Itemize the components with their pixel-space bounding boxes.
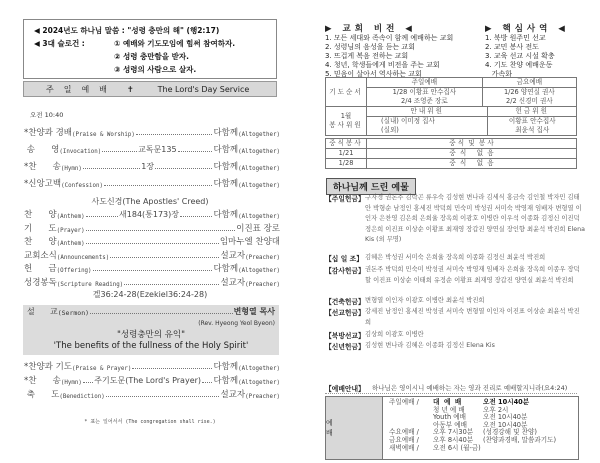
sermon-row [27,306,275,317]
worship-time: 오전 10시40분 [483,413,528,422]
offering-group [325,341,585,352]
ministry-item: 3. 교육 선교 시설 확충 [485,52,555,60]
vision-item: 2. 성령님의 음성을 듣는 교회 [325,43,415,51]
worship-type [389,407,433,415]
ministry-item: 1. 북방 원주민 선교 [485,34,546,42]
sermon-box [23,305,279,355]
offering-donors: 김성현 변나라 김혜은 이종화 김정신 Elena Kis [365,342,495,349]
order-item-leader-english: (Preacher) [245,254,280,261]
month-label: 1월 [340,112,352,120]
worship-time: 오전 10시40분 [483,420,528,429]
sunday-prayer: 1/28 이황표 안수집사 [367,88,483,98]
slogan-1: ① 예배와 기도모임에 힘써 참여하자. [114,39,236,48]
order-item-leader: 다함께 [213,145,239,155]
offering-type: 【선교헌금】 [325,309,365,317]
worship-time: (성경강해 및 찬양) [483,428,537,437]
offering-donors: 김상희 이광호 이병란 [365,331,424,338]
order-item-leader: 다함께 [213,162,239,172]
offering-group [325,330,585,341]
order-item-leader-english: (Altogether) [238,380,280,386]
worship-time: (찬양과경배, 말씀과기도) [483,435,557,444]
col-lunch-desc: 중 식 및 봉 사 [367,139,577,149]
order-item-name: *찬양과 기도 [24,362,73,372]
order-item-detail: 새184(통173)장 [119,210,179,219]
offering-group [325,296,585,307]
offering-donors: 권돈주 박덕희 민숙미 박성권 서미숙 박영재 임배자 은희율 장옥희 이종우 장덕할 이진표 이상순 이태희 유정순 이황표 최재영 장갑진 양연실 최윤석 박진희 [365,266,580,284]
order-row [24,126,280,138]
leader-dots [202,382,212,383]
service-title-bar [23,81,277,97]
leader-dots [136,134,213,135]
order-item-detail: 주기도문(The Lord's Prayer) [94,376,202,385]
lunch-date: 1/28 [326,159,367,169]
leader-dots [86,216,118,217]
worship-type: 새벽예배 / [389,443,419,452]
sunday-prayer: 2/4 조영준 장로 [367,97,483,107]
order-item-detail: 1장 [141,162,155,171]
order-item-leader: 설교자 [220,390,246,400]
preacher-name-en: (Rev. Hyeong Yeol Byeon) [198,320,275,327]
friday-prayer: 1/26 양연실 권사 [482,88,576,98]
service-time: 오전 10:40 [30,111,64,119]
leader-dots [86,230,236,231]
col-sunday-worship: 주일예배 [367,78,483,88]
order-row [24,249,280,261]
col-offering: 헌금위원 [488,107,577,117]
order-item-leader-english: (Preacher) [245,281,280,288]
worship-schedule-lines [383,397,578,459]
ministry-item: 4. 기도 찬양 예배운동 [485,61,553,69]
volunteer-table [325,106,577,136]
slogan-2: ② 성령 충만함을 받자. [114,52,189,61]
order-item-leader-english: (Altogether) [238,149,281,155]
offering-group [325,193,585,246]
leader-dots [178,151,213,152]
order-row [24,276,280,288]
order-row [24,222,280,234]
volunteer-label-text: 봉사위원 [329,121,363,129]
volunteer-label [326,107,367,136]
leader-dots [83,168,140,169]
order-item-english: (Praise & Prayer) [72,366,132,372]
offering-group [325,307,585,328]
order-item-english: (Anthem) [56,241,85,247]
order-item-name: 교회소식 [24,250,57,261]
standing-footnote: * 표는 일어서서 (The congregation shall rise.) [84,419,216,425]
lunch-date: 1/21 [326,149,367,159]
worship-name: 청 년 예 배 [433,405,465,414]
offering-donors: 김혜은 박성권 서미숙 은희율 장옥희 이종화 김정신 최윤석 박진희 [365,254,546,261]
vision-item: 4. 청년, 학생들에게 비전을 주는 교회 [325,61,440,69]
order-item-leader: 다함께 [213,128,239,138]
worship-schedule-row [389,445,572,453]
motto-box [23,19,277,79]
worship-name: 오전 6시 (월-금) [433,443,481,452]
vision-item: 5. 믿음이 살아서 역사하는 교회 [325,70,422,78]
order-item-leader: 다함께 [213,362,239,372]
leader-dots [102,151,137,152]
order-row [24,177,280,189]
order-item-english: (Announcements) [56,254,110,261]
col-lunch-date: 중식봉사 [326,139,367,149]
worship-name: 오후 7시30분 [433,428,474,437]
worship-type [389,414,433,422]
sermon-label-en: (Sermon) [57,309,90,317]
order-item-leader: 다함께 [213,264,239,274]
order-item-name: 축 도 [24,390,60,400]
order-item-leader: 다함께 [213,376,239,386]
worship-schedule-row [389,414,572,422]
vision-item: 1. 모든 세대와 족속이 함께 예배하는 교회 [325,34,454,42]
order-item-leader: 이진표 장로 [236,223,280,234]
order-item-english: (Offering) [56,268,92,274]
leader-dots [83,382,93,383]
leader-dots [110,257,219,258]
order-item-leader: 다함께 [213,179,239,189]
offering-group [325,253,585,264]
leader-dots [180,216,212,217]
worship-name: Youth 예배 [433,413,466,422]
order-item-name: 기 도 [24,223,57,234]
friday-prayer: 2/2 신경미 권사 [482,97,576,107]
leader-dots [155,168,212,169]
worship-schedule-row [389,399,572,407]
worship-schedule-label: 예 배 [326,397,383,459]
ministry-item: 2. 교민 봉사 전도 [485,43,539,51]
order-item-english: (Benediction) [59,394,105,400]
order-row [24,388,280,400]
order-item-leader-english: (Altogether) [238,268,280,274]
order-item-leader: 임마누엘 찬양대 [219,237,280,247]
worship-time: 오전 10시40분 [483,398,530,406]
order-item-english: (Anthem) [56,214,85,220]
order-item-leader-english: (Altogether) [238,214,280,220]
slogan-label: ◀ 3대 슬로건 : [34,39,85,48]
ministry-title: ▶ 핵심사역 ◀ [485,24,569,34]
worship-time: 오후 2시 [483,405,509,414]
prayer-order-label: 기도순서 [326,78,367,107]
order-row [24,360,280,372]
service-title-korean: 주일예배 [46,84,117,94]
offering-donors: 강세진 남정인 홍세진 박성권 서미숙 변형열 이인자 이진표 이상순 최윤석 박진희 [365,308,580,326]
order-row [24,374,280,386]
scripture-reference: 겔36:24-28(Ezekiel36:24-28) [92,290,208,299]
order-item-leader-english: (Altogether) [238,166,281,172]
order-item-name: 성경봉독 [24,277,57,288]
offering-donors: 변형열 이인자 이광호 이병란 최윤석 박진희 [365,297,485,304]
order-row [24,235,280,247]
ministry-item: 가속화 [485,70,512,78]
leader-dots [124,284,219,285]
order-item-leader-english: (Altogether) [238,132,280,138]
worship-type: 주일예배 / [389,398,419,406]
sermon-title-english: 'The benefits of the fullness of the Holy Spirit' [53,341,249,351]
worship-name: 대 예 배 [433,398,462,406]
lunch-table [325,138,577,169]
order-item-leader-english: (Altogether) [238,183,280,189]
offering-type: 【주일헌금】 [325,195,365,203]
order-item-name: 헌 금 [24,264,57,274]
order-item-english: (Hymn) [60,380,82,386]
leader-dots [90,313,233,314]
offering-volunteer: 최윤석 집사 [488,126,577,136]
offering-type: 【십 일 조】 [325,255,364,263]
order-item-name: *찬 송 [24,376,61,386]
order-row [24,262,280,274]
vision-title: ▶ 교회 비전 ◀ [325,24,416,34]
order-item-name: *찬 송 [24,162,61,172]
usher-indoor: (실내) 이미정 집사 [367,117,488,127]
preacher-name: 변형열 목사 [233,307,275,316]
order-item-english: (Praise & Worship) [72,132,135,138]
slogan-3: ③ 성령의 사람으로 살자. [114,65,197,74]
offering-group [325,265,585,286]
worship-type: 금요예배 / [389,435,419,444]
col-usher: 안내위원 [367,107,488,117]
col-friday-worship: 금요예배 [482,78,576,88]
leader-dots [104,185,212,186]
order-item-detail: 교독문135 [138,145,177,154]
order-item-name: *신앙고백 [24,179,62,189]
order-item-name: 찬 양 [24,210,57,220]
offerings-heading: 하나님께 드린 예물 [326,178,416,195]
order-item-leader: 설교자 [220,250,246,261]
order-item-english: (Prayer) [56,227,85,234]
leader-dots [106,396,220,397]
worship-type: 수요예배 / [389,428,419,437]
usher-outdoor: (실외) [367,126,488,136]
order-item-english: (Hymn) [60,166,82,172]
leader-dots [93,270,213,271]
leader-dots [86,243,219,244]
worship-name: 오후 8시40분 [433,435,474,444]
order-item-leader-english: (Preacher) [245,394,280,400]
order-row [24,160,280,172]
order-item-name: 찬 양 [24,237,57,247]
worship-name: 아동부 예배 [433,420,467,429]
offering-donors: 구자경 권돈주 김락곤 류우숙 김성현 변나라 김세식 홍금숙 김인철 박자민 김태안 박형순 남정인 홍세진 박덕희 민숙미 박성권 서미숙 박영재 임배자 변형열 이인자 은찬영 김은희 은희율 장옥희 이광호 이병란 이우석 이종화 김정신 이진덕 정은희 이진표 이상순 이황표 최재영 장갑진 양연실 장인향 최윤석 박진희 Elena Kis (외 무명) [365,194,585,243]
order-item-name: 송 영 [24,145,60,155]
offering-volunteer: 이황표 안수집사 [488,117,577,127]
offering-type: 【북방선교】 [325,332,365,340]
service-title-english: The Lord's Day Service [157,84,250,94]
worship-guide-label: 【예배안내】 [325,385,365,393]
cross-icon: ✝ [126,84,134,94]
order-item-english: (Scripture Reading) [56,281,124,288]
offering-type: 【감사헌금】 [325,267,365,275]
vision-item: 3. 뜨겁게 복음 전하는 교회 [325,52,409,60]
worship-schedule-box [325,396,579,460]
order-row [24,143,280,155]
order-item-name: *찬양과 경배 [24,128,73,138]
order-item-leader: 설교자 [220,277,246,288]
order-item-english: (Confession) [61,183,103,189]
offering-type: 【신년헌금】 [325,343,365,351]
prayer-order-table [325,77,577,107]
worship-schedule-row [389,407,572,415]
lunch-desc: 중 식 없 음 [367,149,577,159]
sermon-title-korean: "성령충만의 유익" [117,330,185,340]
sermon-label: 설 교 [27,307,58,316]
order-item-leader: 다함께 [213,210,239,220]
year-verse: ◀ 2024년도 하나님 말씀 : "성령 충만의 해" (행2:17) [34,26,220,35]
worship-guide-verse: 하나님은 영이시니 예배하는 자는 영과 진리로 예배할지니라(요4:24) [372,384,568,392]
order-item-english: (Invocation) [59,149,102,155]
lunch-desc: 중 식 없 음 [367,159,577,169]
leader-dots [132,368,212,369]
order-item-leader-english: (Altogether) [238,366,280,372]
order-row [24,208,280,220]
divider [325,393,577,394]
offering-type: 【건축헌금】 [325,298,365,306]
apostles-creed: 사도신경(The Apostles' Creed) [91,197,209,206]
